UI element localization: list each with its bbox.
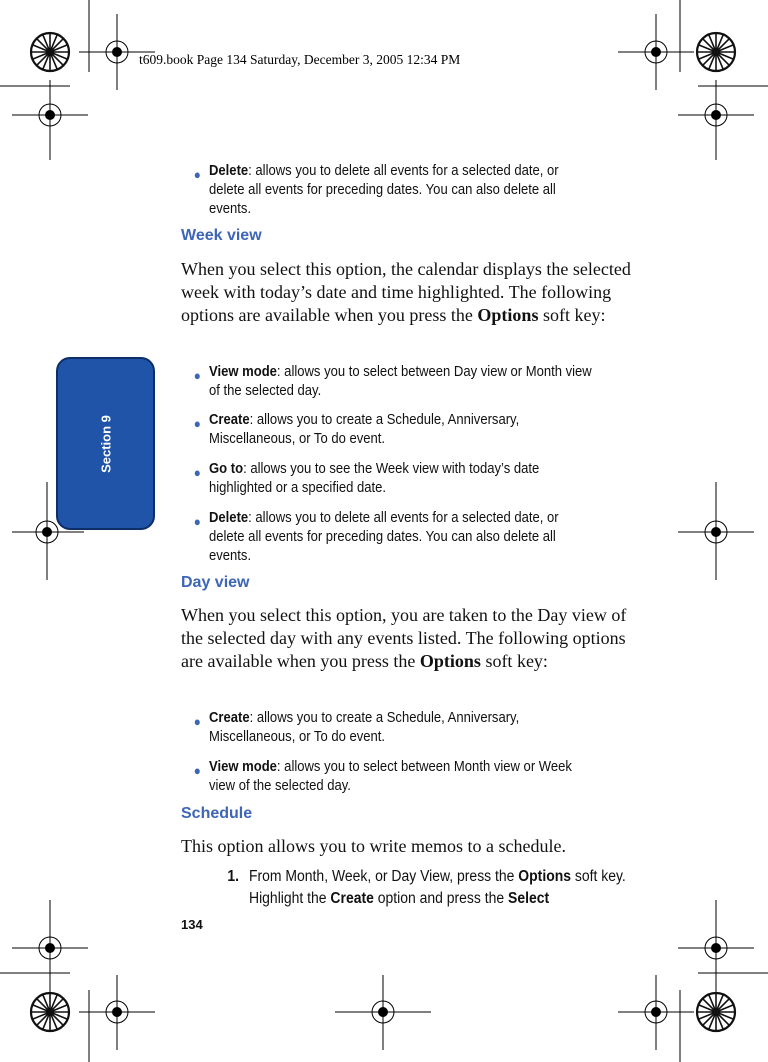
bullet-text: : allows you to see the Week view with today’s date highlighted or a specified date. — [209, 461, 540, 496]
paragraph-bold: Options — [477, 305, 539, 325]
bullet-text: : allows you to create a Schedule, Anniversary, Miscellaneous, or To do event. — [209, 710, 520, 745]
bullet-dot-icon: ● — [193, 167, 201, 182]
bullet-text: : allows you to delete all events for a selected date, or delete all events for preceding dates. You can also delete all events. — [209, 163, 559, 217]
step-bold: Select — [508, 890, 550, 907]
page-number: 134 — [181, 917, 203, 932]
bullet-delete-events — [193, 162, 596, 219]
step-text: From Month, Week, or Day View, press the — [249, 868, 519, 885]
section-tab-label: Section 9 — [98, 414, 113, 473]
paragraph-bold: Options — [419, 651, 481, 671]
bullet-dot-icon: ● — [193, 763, 201, 778]
bullet-go-to — [193, 460, 596, 498]
bullet-create — [193, 411, 596, 449]
bullet-view-mode — [193, 363, 596, 401]
bullet-term: Create — [209, 710, 250, 726]
bullet-term: Go to — [209, 461, 244, 477]
step-bold: Options — [518, 868, 572, 885]
bullet-term: Delete — [209, 163, 249, 179]
bullet-dot-icon: ● — [193, 465, 201, 480]
heading-schedule: Schedule — [181, 805, 253, 822]
step-bold: Create — [330, 890, 374, 907]
heading-day-view: Day view — [181, 574, 250, 591]
bullet-text: : allows you to select between Day view or Month view of the selected day. — [209, 364, 592, 399]
paragraph-text: soft key: — [480, 651, 548, 671]
bullet-term: Create — [209, 412, 250, 428]
bullet-create — [193, 709, 596, 747]
bullet-text: : allows you to create a Schedule, Anniversary, Miscellaneous, or To do event. — [209, 412, 520, 447]
print-header: t609.book Page 134 Saturday, December 3, 2005 12:34 PM — [139, 52, 461, 67]
step-number: 1. — [227, 868, 240, 885]
week-view-paragraph — [181, 258, 643, 327]
bullet-term: View mode — [209, 759, 277, 775]
paragraph-text: soft key: — [538, 305, 606, 325]
bullet-view-mode — [193, 758, 596, 796]
bullet-dot-icon: ● — [193, 368, 201, 383]
heading-week-view: Week view — [181, 227, 262, 244]
schedule-step-1 — [227, 866, 627, 910]
bullet-text: : allows you to select between Month view or Week view of the selected day. — [209, 759, 572, 794]
bullet-term: View mode — [209, 364, 277, 380]
bullet-delete — [193, 509, 596, 566]
bullet-text: : allows you to delete all events for a selected date, or delete all events for preceding dates. You can also delete all events. — [209, 510, 559, 564]
section-tab — [56, 357, 155, 530]
paragraph-text: When you select this option, the calendar displays the selected week with today’s date and time highlighted. The following options are available when you press the — [181, 259, 631, 325]
schedule-paragraph: This option allows you to write memos to a schedule. — [181, 836, 566, 856]
paragraph-text: When you select this option, you are taken to the Day view of the selected day with any events listed. The following options are available when you press the — [181, 605, 627, 671]
step-text: soft key. Highlight the — [249, 868, 626, 907]
day-view-paragraph — [181, 604, 643, 673]
bullet-dot-icon: ● — [193, 514, 201, 529]
bullet-dot-icon: ● — [193, 714, 201, 729]
bullet-term: Delete — [209, 510, 249, 526]
bullet-dot-icon: ● — [193, 416, 201, 431]
step-text: option and press the — [373, 890, 509, 907]
